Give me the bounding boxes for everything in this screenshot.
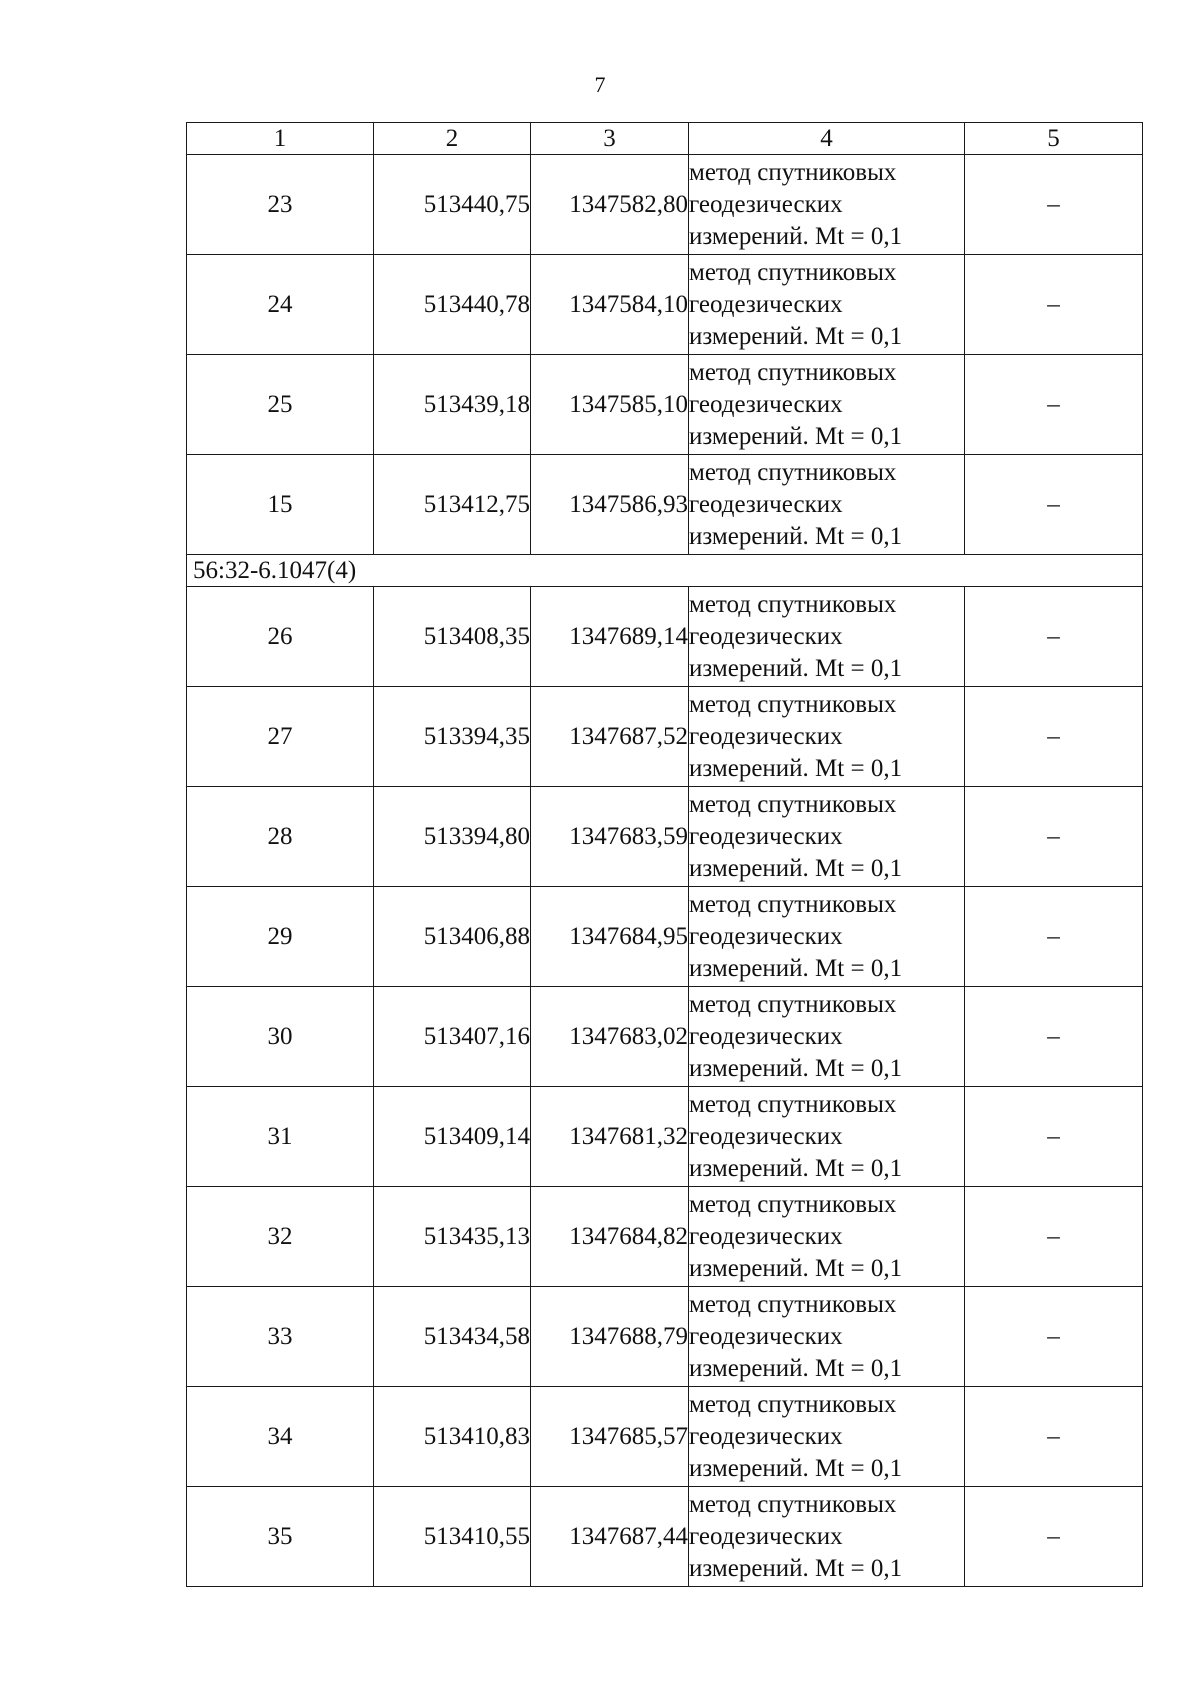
table-row [187,355,1143,455]
method-line: геодезических [689,1022,843,1050]
coordinate-x: 513410,55 [374,1487,531,1587]
method-line: метод спутниковых [689,1390,897,1418]
coordinate-x: 513435,13 [374,1187,531,1287]
method-line: метод спутниковых [689,690,897,718]
method-description [689,587,965,687]
coordinate-y: 1347688,79 [531,1287,689,1387]
method-line: метод спутниковых [689,990,897,1018]
point-number: 34 [187,1387,374,1487]
method-line: измерений. Mt = 0,1 [689,422,903,450]
point-number: 35 [187,1487,374,1587]
point-number: 24 [187,255,374,355]
method-description [689,1187,965,1287]
coordinate-x: 513409,14 [374,1087,531,1187]
column-5-value: – [965,987,1143,1087]
section-row [187,555,1143,587]
method-line: измерений. Mt = 0,1 [689,854,903,882]
method-line: метод спутниковых [689,1190,897,1218]
column-5-value: – [965,587,1143,687]
method-line: измерений. Mt = 0,1 [689,1154,903,1182]
method-line: метод спутниковых [689,590,897,618]
header-cell-5: 5 [965,123,1143,155]
method-line: измерений. Mt = 0,1 [689,322,903,350]
coordinate-y: 1347684,95 [531,887,689,987]
coordinate-x: 513406,88 [374,887,531,987]
column-5-value: – [965,1487,1143,1587]
table-row [187,455,1143,555]
method-line: метод спутниковых [689,158,897,186]
method-line: геодезических [689,1122,843,1150]
method-line: измерений. Mt = 0,1 [689,1054,903,1082]
coordinate-y: 1347683,59 [531,787,689,887]
column-5-value: – [965,455,1143,555]
column-5-value: – [965,1387,1143,1487]
method-line: геодезических [689,390,843,418]
point-number: 30 [187,987,374,1087]
point-number: 15 [187,455,374,555]
point-number: 25 [187,355,374,455]
header-cell-2: 2 [374,123,531,155]
method-line: метод спутниковых [689,790,897,818]
method-description [689,155,965,255]
point-number: 33 [187,1287,374,1387]
table-row [187,1087,1143,1187]
table-row [187,255,1143,355]
column-5-value: – [965,1187,1143,1287]
table-row [187,687,1143,787]
coordinate-y: 1347687,44 [531,1487,689,1587]
point-number: 27 [187,687,374,787]
method-line: геодезических [689,1422,843,1450]
column-5-value: – [965,1087,1143,1187]
method-description [689,355,965,455]
method-description [689,1287,965,1387]
table-row [187,787,1143,887]
method-line: геодезических [689,290,843,318]
table-row [187,155,1143,255]
method-description [689,1387,965,1487]
method-description [689,455,965,555]
header-row [187,123,1143,155]
column-5-value: – [965,1287,1143,1387]
method-line: геодезических [689,1522,843,1550]
section-label: 56:32-6.1047(4) [187,555,1143,587]
method-line: измерений. Mt = 0,1 [689,1254,903,1282]
method-line: геодезических [689,922,843,950]
method-description [689,687,965,787]
method-line: геодезических [689,1322,843,1350]
table-row [187,587,1143,687]
method-line: метод спутниковых [689,1090,897,1118]
column-5-value: – [965,687,1143,787]
point-number: 23 [187,155,374,255]
method-line: геодезических [689,1222,843,1250]
column-5-value: – [965,887,1143,987]
coordinates-table [186,122,1143,1587]
method-line: измерений. Mt = 0,1 [689,522,903,550]
column-5-value: – [965,355,1143,455]
coordinate-x: 513408,35 [374,587,531,687]
coordinate-y: 1347585,10 [531,355,689,455]
method-line: геодезических [689,622,843,650]
method-line: измерений. Mt = 0,1 [689,1454,903,1482]
coordinate-x: 513439,18 [374,355,531,455]
method-line: геодезических [689,190,843,218]
method-line: геодезических [689,822,843,850]
table-body [187,123,1143,1587]
method-line: измерений. Mt = 0,1 [689,1354,903,1382]
coordinate-y: 1347586,93 [531,455,689,555]
method-line: метод спутниковых [689,458,897,486]
point-number: 28 [187,787,374,887]
coordinate-y: 1347684,82 [531,1187,689,1287]
page-number: 7 [594,72,606,97]
coordinate-y: 1347582,80 [531,155,689,255]
method-line: измерений. Mt = 0,1 [689,222,903,250]
method-line: геодезических [689,490,843,518]
header-cell-1: 1 [187,123,374,155]
point-number: 31 [187,1087,374,1187]
column-5-value: – [965,787,1143,887]
coordinate-x: 513407,16 [374,987,531,1087]
table-row [187,1187,1143,1287]
coordinate-y: 1347584,10 [531,255,689,355]
point-number: 26 [187,587,374,687]
table-row [187,1387,1143,1487]
method-line: метод спутниковых [689,358,897,386]
point-number: 32 [187,1187,374,1287]
method-line: измерений. Mt = 0,1 [689,754,903,782]
coordinate-y: 1347687,52 [531,687,689,787]
method-description [689,255,965,355]
method-description [689,887,965,987]
coordinate-x: 513440,75 [374,155,531,255]
table-row [187,887,1143,987]
column-5-value: – [965,155,1143,255]
table-row [187,1487,1143,1587]
method-line: метод спутниковых [689,890,897,918]
method-line: измерений. Mt = 0,1 [689,654,903,682]
table-row [187,1287,1143,1387]
point-number: 29 [187,887,374,987]
method-line: метод спутниковых [689,1490,897,1518]
coordinate-y: 1347683,02 [531,987,689,1087]
method-description [689,1087,965,1187]
header-cell-4: 4 [689,123,965,155]
header-cell-3: 3 [531,123,689,155]
coordinate-y: 1347681,32 [531,1087,689,1187]
coordinate-x: 513412,75 [374,455,531,555]
method-description [689,787,965,887]
coordinate-x: 513440,78 [374,255,531,355]
method-description [689,987,965,1087]
method-line: измерений. Mt = 0,1 [689,954,903,982]
method-line: геодезических [689,722,843,750]
method-line: метод спутниковых [689,1290,897,1318]
coordinate-x: 513434,58 [374,1287,531,1387]
method-description [689,1487,965,1587]
method-line: метод спутниковых [689,258,897,286]
table-row [187,987,1143,1087]
method-line: измерений. Mt = 0,1 [689,1554,903,1582]
column-5-value: – [965,255,1143,355]
coordinate-x: 513394,35 [374,687,531,787]
coordinate-y: 1347689,14 [531,587,689,687]
coordinate-x: 513394,80 [374,787,531,887]
coordinate-x: 513410,83 [374,1387,531,1487]
coordinate-y: 1347685,57 [531,1387,689,1487]
